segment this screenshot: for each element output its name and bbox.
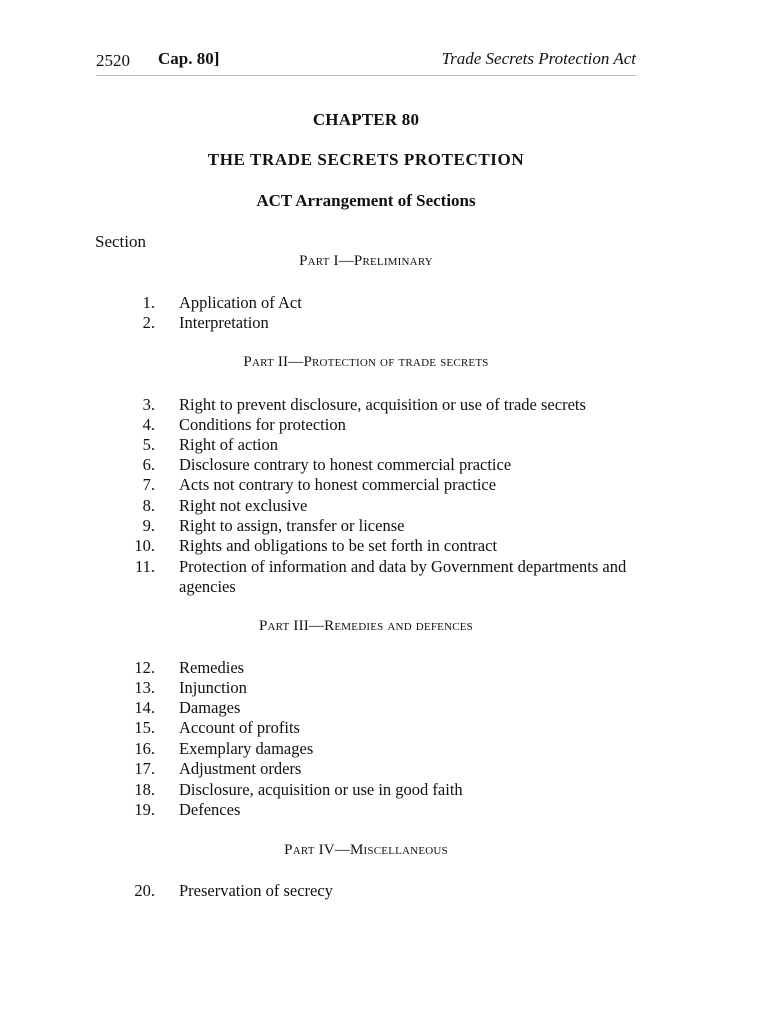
section-title: Acts not contrary to honest commercial practice xyxy=(179,475,497,494)
act-title: THE TRADE SECRETS PROTECTION xyxy=(207,150,525,169)
section-number: 13. xyxy=(134,678,155,697)
section-title: Right of action xyxy=(179,435,278,454)
section-number: 19. xyxy=(134,800,155,819)
section-number: 14. xyxy=(134,698,155,717)
running-title: Trade Secrets Protection Act xyxy=(441,49,636,68)
part-heading: Part IV—Miscellaneous xyxy=(284,842,448,858)
section-number: 5. xyxy=(142,435,155,454)
cap-reference: Cap. 80] xyxy=(158,49,220,68)
section-number: 20. xyxy=(134,881,155,900)
section-number: 1. xyxy=(142,293,155,312)
section-title: Damages xyxy=(179,698,241,717)
section-number: 6. xyxy=(142,455,155,474)
section-column-label: Section xyxy=(95,232,146,251)
section-number: 4. xyxy=(142,415,155,434)
section-title: Interpretation xyxy=(179,313,269,332)
section-number: 7. xyxy=(142,475,155,494)
section-number: 17. xyxy=(134,759,155,778)
section-title: Remedies xyxy=(179,658,245,677)
section-title: Exemplary damages xyxy=(179,739,314,758)
section-number: 15. xyxy=(134,718,155,737)
section-number: 10. xyxy=(134,536,155,555)
section-title: Account of profits xyxy=(179,718,300,737)
section-title: Right to prevent disclosure, acquisition or use of trade secrets xyxy=(179,395,586,414)
section-title: Defences xyxy=(179,800,241,819)
section-title: Disclosure, acquisition or use in good faith xyxy=(179,780,463,799)
section-title: Right not exclusive xyxy=(179,496,308,515)
section-number: 12. xyxy=(134,658,155,677)
section-number: 18. xyxy=(134,780,155,799)
running-header xyxy=(96,49,636,76)
part-heading: Part III—Remedies and defences xyxy=(258,618,474,634)
section-title: Preservation of secrecy xyxy=(179,881,333,900)
part-heading: Part II—Protection of trade secrets xyxy=(243,354,489,370)
section-title: Protection of information and data by Government departments and agencies xyxy=(179,557,627,597)
section-title: Disclosure contrary to honest commercial practice xyxy=(179,455,512,474)
section-number: 16. xyxy=(134,739,155,758)
section-number: 2. xyxy=(142,313,155,332)
section-title: Application of Act xyxy=(179,293,302,312)
section-number: 3. xyxy=(142,395,155,414)
section-number: 9. xyxy=(142,516,155,535)
part-heading: Part I—Preliminary xyxy=(299,253,433,269)
page-number: 2520 xyxy=(96,51,130,70)
section-title: Adjustment orders xyxy=(179,759,302,778)
section-number: 11. xyxy=(134,557,155,576)
section-title: Injunction xyxy=(179,678,247,697)
arrangement-heading: ACT Arrangement of Sections xyxy=(256,191,476,210)
section-number: 8. xyxy=(142,496,155,515)
section-title: Conditions for protection xyxy=(179,415,346,434)
chapter-heading: CHAPTER 80 xyxy=(312,110,420,129)
section-title: Right to assign, transfer or license xyxy=(179,516,405,535)
section-title: Rights and obligations to be set forth in contract xyxy=(179,536,498,555)
